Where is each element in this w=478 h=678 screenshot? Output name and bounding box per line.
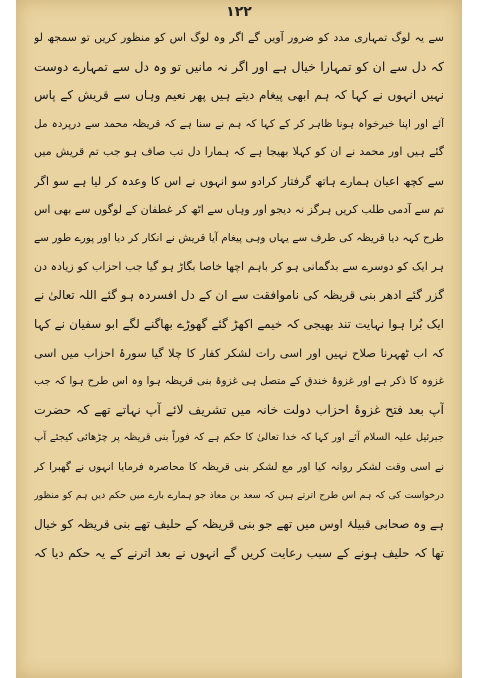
text-line: کہ دل سے ان کو تمہارا خیال ہے اور اگر نہ مانیں تو وہ دل سے تمہارے دوست: [34, 58, 444, 74]
text-line: آپ بعد فتح غزوۂ احزاب دولت خانہ میں تشریف لائے آپ نہاتے تھے کہ حضرت: [34, 401, 444, 417]
text-line: تم سے آدمی طلب کریں ہرگز نہ دیجو اور وہاں سے اٹھ کر غطفان کے لوگوں سے بھی اس: [34, 202, 444, 216]
text-line: تھا کہ حلیف ہونے کے سبب رعایت کریں گے انہوں نے بعد اترنے کے یہ حکم دیا کہ: [34, 545, 444, 560]
text-line: غزوہ کا ذکر ہے اور غزوۂ خندق کے متصل ہی غزوۂ بنی قریظہ ہوا وہ اس طرح ہوا کہ جب: [34, 375, 444, 388]
text-line: ایک بُرا ہوا نہایت تند بھیجی کہ خیمے اکھڑ گئے گھوڑے بھاگنے لگے ابو سفیان نے کہا: [34, 316, 444, 331]
text-line: جبرئیل علیہ السلام آئے اور کہا کہ خدا تعالیٰ کا حکم ہے کہ فوراً بنی قریظہ پر چڑھائی کیجئے آپ: [34, 432, 444, 444]
page-text: [34, 24, 444, 567]
text-line: درخواست کی کہ ہم اس طرح اترتے ہیں کہ سعد بن معاذ جو ہمارے بارے میں حکم دیں ہم کو منظور: [34, 489, 444, 501]
text-line: سے یہ لوگ تمہاری مدد کو ضرور آویں گے اگر وہ لوگ اس کو منظور کریں تو سمجھ لو: [34, 31, 444, 44]
text-line: کہ اب ٹھہرنا صلاح نہیں اور اسی رات لشکر کفار کا چلا گیا سورۂ احزاب میں اسی: [34, 345, 444, 360]
text-line: ہر ایک کو دوسرے سے بدگمانی ہو کر باہم اچھا خاصا بگاڑ ہو گیا جب احزاب کو زیادہ دن: [34, 259, 444, 273]
page-number: ۱۲۲: [226, 4, 252, 20]
text-line: طرح کہہ دیا قریظہ کی طرف سے یہاں وہی پیغام آیا قریش نے انکار کر دیا اور پورے طور سے: [34, 232, 444, 245]
text-line: سے کچھ اعیان ہمارے ہاتھ گرفتار کرادو سو انہوں نے اس کا وعدہ کر لیا ہے سو اگر: [34, 173, 444, 188]
text-line: گئے ہیں اور محمد نے ان کو کہلا بھیجا ہے کہ ہمارا دل تب صاف ہو جب تم قریش میں: [34, 145, 444, 159]
text-line: نہیں انہوں نے کہا کہ ہم ابھی پیغام دیتے ہیں پھر نعیم وہاں سے قریش کے پاس: [34, 88, 444, 103]
text-line: گزر گئے ادھر بنی قریظہ کی ناموافقت سے ان کے دل افسردہ ہو گئے اللہ تعالیٰ نے: [34, 288, 444, 303]
text-line: آئے اور اپنا خیرخواہ ہونا ظاہر کر کے کہا کہ ہم نے سنا ہے کہ قریظہ محمد سے درپردہ مل: [34, 117, 444, 130]
book-page: [16, 0, 462, 678]
text-line: ہے وہ صحابی قبیلۂ اوس میں تھے جو بنی قریظہ کے حلیف تھے بنی قریظہ کو خیال: [34, 517, 444, 532]
text-line: نے اسی وقت لشکر روانہ کیا اور مع لشکر بنی قریظہ کا محاصرہ فرمایا انہوں نے گھبرا کر: [34, 460, 444, 473]
